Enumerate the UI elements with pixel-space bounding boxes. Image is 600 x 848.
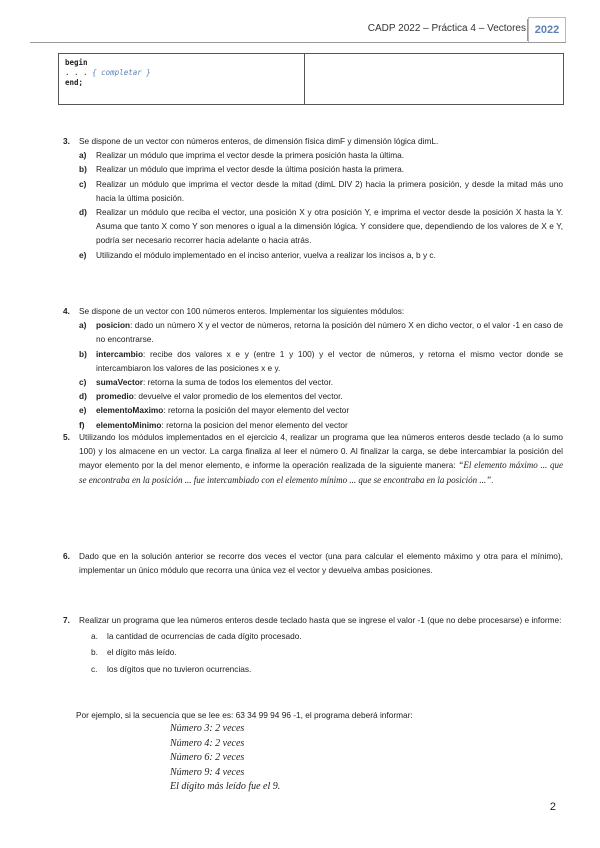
code-comment: { completar }: [92, 68, 151, 77]
example-line: Número 4: 2 veces: [170, 737, 245, 749]
item-keyword: elementoMinimo: [96, 419, 162, 430]
item-label: a.: [91, 631, 98, 642]
list-item: [91, 629, 563, 643]
item-text: : devuelve el valor promedio de los elementos del vector.: [133, 391, 343, 402]
code-table: [58, 53, 564, 105]
list-item: [79, 148, 563, 162]
page-header: [30, 17, 566, 43]
item-label: a): [79, 320, 87, 331]
item-label: d): [79, 391, 87, 402]
example-intro: Por ejemplo, si la secuencia que se lee es: 63 34 99 94 96 -1, el programa deberá informar:: [76, 710, 413, 720]
example-line: Número 3: 2 veces: [170, 723, 245, 734]
item-keyword: elementoMaximo: [96, 405, 164, 416]
item-label: a): [79, 150, 87, 161]
list-item: [79, 403, 563, 417]
question-6: [63, 549, 563, 577]
item-text: los dígitos que no tuvieron ocurrencias.: [107, 663, 252, 674]
item-text: : retorna la posición del mayor elemento del vector: [163, 405, 350, 416]
item-label: c.: [91, 663, 98, 674]
item-text: Utilizando el módulo implementado en el inciso anterior, vuelva a realizar los incisos a, b y c.: [96, 249, 436, 260]
question-number: 7.: [63, 615, 70, 625]
list-item: [79, 375, 563, 389]
list-item: [79, 347, 563, 375]
list-item: [79, 177, 563, 205]
code-begin: begin: [65, 58, 88, 67]
item-keyword: sumaVector: [96, 377, 144, 388]
question-text: Se dispone de un vector con números enteros, de dimensión física dimF y dimensión lógica dimL.: [79, 136, 439, 146]
code-end: end;: [65, 78, 84, 87]
item-label: b.: [91, 647, 98, 658]
list-item: [79, 162, 563, 176]
question-number: 4.: [63, 306, 70, 316]
item-text: Realizar un módulo que imprima el vector desde la mitad (dimL DIV 2) hacia la primera posición, y desde la mitad más uno hacia la última posición.: [96, 178, 563, 203]
item-text: la cantidad de ocurrencias de cada dígito procesado.: [107, 631, 302, 642]
item-label: b): [79, 348, 87, 359]
item-text: Realizar un módulo que imprima el vector desde la primera posición hasta la última.: [96, 150, 405, 161]
item-label: f): [79, 419, 85, 430]
question-tail: .: [491, 474, 494, 485]
question-text: [79, 430, 563, 487]
code-cell: [59, 54, 305, 104]
header-title: CADP 2022 – Práctica 4 – Vectores: [367, 23, 526, 34]
example-line: Número 6: 2 veces: [170, 752, 245, 764]
item-label: b): [79, 164, 87, 175]
question-text: Dado que en la solución anterior se recorre dos veces el vector (una para calcular el elemento máximo y otra para el mínimo), implementar un único módulo que recorra una única vez el vector y devuelva ambas posiciones.: [79, 551, 563, 576]
question-number: 6.: [63, 551, 70, 561]
item-text: el dígito más leído.: [107, 647, 177, 658]
list-item: [79, 318, 563, 346]
item-text: : retorna la suma de todos los elementos del vector.: [143, 377, 334, 388]
question-7: [63, 613, 563, 676]
item-label: c): [79, 178, 87, 189]
question-4: [63, 304, 563, 432]
question-text: Se dispone de un vector con 100 números enteros. Implementar los siguientes módulos:: [79, 306, 405, 316]
page-number: 2: [549, 801, 556, 813]
list-item: [79, 205, 563, 248]
list-item: [91, 645, 563, 659]
item-text: Realizar un módulo que imprima el vector desde la última posición hasta la primera.: [96, 164, 405, 175]
item-text: : retorna la posicion del menor elemento del vector: [161, 419, 348, 430]
question-body: Utilizando los módulos implementados en el ejercicio 4, realizar un programa que lea números enteros desde teclado (a lo sumo 100) y los almacene en un vector. La carga finaliza al leer el número 0. Al finalizar la carga, se debe intercambiar la posición del mayor elemento por la del menor elemento, e informe la operación realizada de la siguiente manera:: [79, 432, 563, 471]
item-label: c): [79, 377, 87, 388]
item-text: : dado un número X y el vector de números, retorna la posición del número X en dicho vector, o el valor -1 en caso de no encontrarse.: [96, 320, 563, 345]
example-output: [170, 722, 280, 795]
question-quote: “El elemento máximo ... que se encontraba en la posición ... fue intercambiado con el elemento mínimo ... que se encontraba en la posición ...”: [79, 460, 563, 485]
question-text: Realizar un programa que lea números enteros desde teclado hasta que se ingrese el valor -1 (que no debe procesarse) e informe:: [79, 615, 562, 625]
question-number: 3.: [63, 136, 70, 146]
list-item: [91, 662, 563, 676]
item-text: : recibe dos valores x e y (entre 1 y 100) y el vector de números, y retorna el mismo vector donde se intercambiaron los valores de las posiciones x e y.: [96, 348, 563, 373]
example-line: El dígito más leído fue el 9.: [170, 781, 281, 793]
list-item: [79, 248, 563, 262]
item-text: Realizar un módulo que reciba el vector, una posición X y otra posición Y, e imprima el vector desde la posición X hasta la Y. Asuma que tanto X como Y son menores o igual a la dimensión lógica. Y considere que, dependiendo de los valores de X e Y, podría ser necesario recorrer hacia adelante o hacia atrás.: [96, 207, 563, 246]
question-number: 5.: [63, 432, 70, 442]
item-keyword: posicion: [96, 320, 131, 331]
item-label: e): [79, 249, 87, 260]
list-item: [79, 389, 563, 403]
item-keyword: promedio: [96, 391, 134, 402]
item-label: d): [79, 207, 87, 218]
item-keyword: intercambio: [96, 348, 144, 359]
item-label: e): [79, 405, 87, 416]
example-line: Número 9: 4 veces: [170, 766, 245, 778]
question-3: [63, 134, 563, 262]
code-dots: . . .: [65, 68, 93, 77]
question-5: [63, 430, 563, 487]
header-year: 2022: [528, 17, 566, 42]
